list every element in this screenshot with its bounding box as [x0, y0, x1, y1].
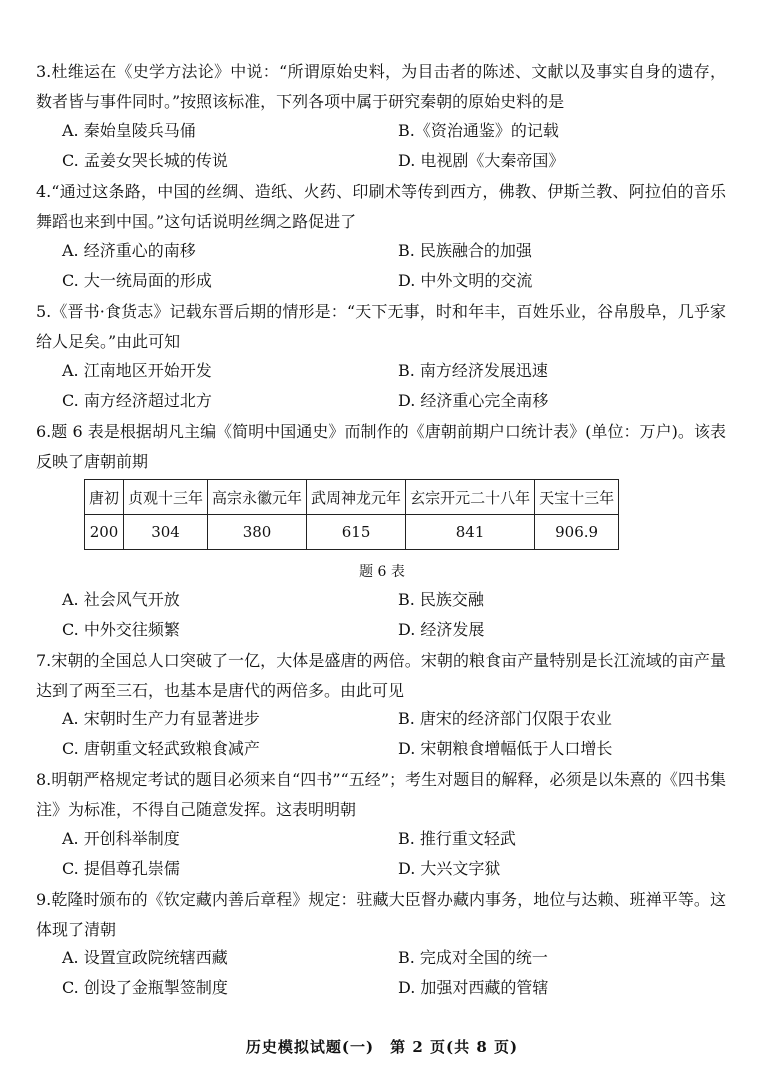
question-4-stem: 4.“通过这条路，中国的丝绸、造纸、火药、印刷术等传到西方，佛教、伊斯兰教、阿拉伯的音乐舞蹈也来到中国。”这句话说明丝绸之路促进了	[36, 182, 726, 231]
question-3-option-d: D. 电视剧《大秦帝国》	[398, 151, 565, 170]
table-header-cell: 贞观十三年	[124, 480, 208, 515]
question-6-stem: 6.题 6 表是根据胡凡主编《简明中国通史》而制作的《唐朝前期户口统计表》(单位：万户)。该表反映了唐朝前期	[36, 422, 726, 471]
question-9-option-c: C. 创设了金瓶掣签制度	[62, 978, 228, 997]
question-5-option-d: D. 经济重心完全南移	[398, 391, 549, 410]
question-6-option-c: C. 中外交往频繁	[62, 620, 180, 639]
table-value-cell: 200	[85, 515, 124, 550]
question-4-option-d: D. 中外文明的交流	[398, 271, 533, 290]
question-8-option-d: D. 大兴文字狱	[398, 859, 501, 878]
question-7-option-c: C. 唐朝重文轻武致粮食减产	[62, 739, 260, 758]
question-8-option-c: C. 提倡尊孔崇儒	[62, 859, 180, 878]
household-statistics-table	[84, 479, 619, 550]
question-8-stem: 8.明朝严格规定考试的题目必须来自“四书”“五经”；考生对题目的解释，必须是以朱熹的《四书集注》为标准，不得自己随意发挥。这表明明朝	[36, 770, 726, 819]
table-header-cell: 天宝十三年	[535, 480, 619, 515]
question-6-option-a: A. 社会风气开放	[62, 590, 180, 609]
question-9-option-b: B. 完成对全国的统一	[398, 948, 548, 967]
question-4-option-a: A. 经济重心的南移	[62, 241, 196, 260]
question-9-option-a: A. 设置宣政院统辖西藏	[62, 948, 228, 967]
question-7-option-d: D. 宋朝粮食增幅低于人口增长	[398, 739, 613, 758]
question-3-option-b: B.《资治通鉴》的记载	[398, 121, 559, 140]
question-5-option-c: C. 南方经济超过北方	[62, 391, 212, 410]
question-5-option-a: A. 江南地区开始开发	[62, 361, 212, 380]
question-6-option-b: B. 民族交融	[398, 590, 484, 609]
table-header-cell: 玄宗开元二十八年	[406, 480, 535, 515]
question-4-option-b: B. 民族融合的加强	[398, 241, 532, 260]
question-5-option-b: B. 南方经济发展迅速	[398, 361, 548, 380]
question-6-option-d: D. 经济发展	[398, 620, 485, 639]
table-header-cell: 唐初	[85, 480, 124, 515]
question-7-option-a: A. 宋朝时生产力有显著进步	[62, 709, 260, 728]
question-9-stem: 9.乾隆时颁布的《钦定藏内善后章程》规定：驻藏大臣督办藏内事务，地位与达赖、班禅平等。这体现了清朝	[36, 890, 726, 939]
table-value-cell: 615	[307, 515, 406, 550]
question-8-option-b: B. 推行重文轻武	[398, 829, 516, 848]
question-7-option-b: B. 唐宋的经济部门仅限于农业	[398, 709, 612, 728]
question-5-stem: 5.《晋书·食货志》记载东晋后期的情形是：“天下无事，时和年丰，百姓乐业，谷帛殷阜，几乎家给人足矣。”由此可知	[36, 302, 726, 351]
question-3-option-c: C. 孟姜女哭长城的传说	[62, 151, 228, 170]
question-7-stem: 7.宋朝的全国总人口突破了一亿，大体是盛唐的两倍。宋朝的粮食亩产量特别是长江流域的亩产量达到了两至三石，也基本是唐代的两倍多。由此可见	[36, 651, 726, 700]
table-header-row	[85, 480, 619, 515]
table-value-cell: 906.9	[535, 515, 619, 550]
question-4-option-c: C. 大一统局面的形成	[62, 271, 212, 290]
table-value-row	[85, 515, 619, 550]
table-value-cell: 380	[208, 515, 307, 550]
table-header-cell: 高宗永徽元年	[208, 480, 307, 515]
table-value-cell: 304	[124, 515, 208, 550]
table-header-cell: 武周神龙元年	[307, 480, 406, 515]
table-value-cell: 841	[406, 515, 535, 550]
table-caption: 题 6 表	[359, 564, 405, 580]
question-3-stem: 3.杜维运在《史学方法论》中说：“所谓原始史料，为目击者的陈述、文献以及事实自身的遗存，数者皆与事件同时。”按照该标准，下列各项中属于研究秦朝的原始史料的是	[36, 62, 726, 111]
question-8-option-a: A. 开创科举制度	[62, 829, 180, 848]
page-footer: 历史模拟试题(一) 第 2 页(共 8 页)	[245, 1038, 519, 1056]
question-3-option-a: A. 秦始皇陵兵马俑	[62, 121, 196, 140]
question-9-option-d: D. 加强对西藏的管辖	[398, 978, 549, 997]
